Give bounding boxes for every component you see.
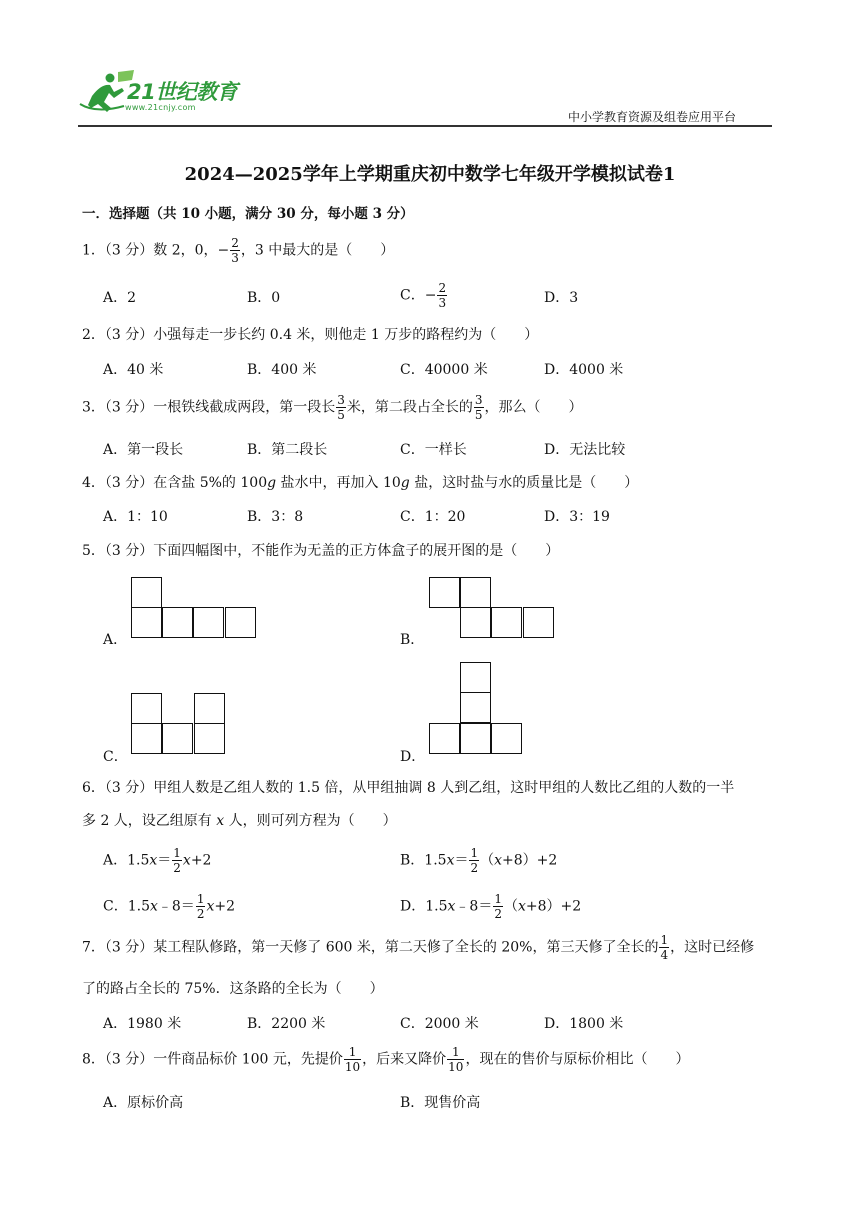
page-title: 2024—2025学年上学期重庆初中数学七年级开学模拟试卷1 <box>184 164 676 185</box>
option-d[interactable]: D．4000 米 <box>544 362 624 378</box>
question-3-text-c: ，那么（ ） <box>484 399 583 416</box>
option-d[interactable]: D．无法比较 <box>544 442 626 458</box>
option-c[interactable]: C．一样长 <box>400 442 467 458</box>
net-square <box>225 607 256 638</box>
option-a[interactable]: A．原标价高 <box>103 1095 184 1111</box>
platform-label: 中小学教育资源及组卷应用平台 <box>567 110 736 124</box>
net-square <box>460 607 491 638</box>
question-8-text-b: ，后来又降价 <box>362 1051 447 1068</box>
option-a[interactable]: A．1980 米 <box>103 1016 182 1032</box>
option-c[interactable]: C．2000 米 <box>400 1016 479 1032</box>
option-b[interactable]: B．400 米 <box>247 362 317 378</box>
section-heading: 一．选择题（共 10 小题，满分 30 分，每小题 3 分） <box>82 206 414 222</box>
fraction: $\frac{3}{5}$ <box>337 393 345 422</box>
net-square <box>429 577 460 608</box>
option-b[interactable]: B．2200 米 <box>247 1016 326 1032</box>
net-square <box>131 693 162 724</box>
fraction: $\frac{1}{2}$ <box>470 846 479 875</box>
fraction: $\frac{2}{3}$ <box>231 236 239 265</box>
question-7-line-1 <box>82 934 754 961</box>
question-1-text-a: 1．（3 分）数 2，0，− <box>82 242 230 259</box>
fraction: $\frac{2}{3}$ <box>438 281 447 310</box>
fraction: $\frac{1}{2}$ <box>196 892 205 921</box>
question-6-text-a: 多 2 人，设乙组原有 <box>82 813 217 829</box>
option-a[interactable]: A．2 <box>103 290 137 306</box>
fraction: $\frac{1}{2}$ <box>173 846 181 875</box>
question-4-text-a: 4．（3 分）在含盐 5%的 100 <box>82 475 268 491</box>
brand-name: 21世纪教育 <box>127 80 238 104</box>
option-c[interactable]: C． <box>103 749 128 765</box>
net-square <box>491 723 522 754</box>
question-8-stem <box>82 1046 689 1073</box>
option-d[interactable]: D．3：19 <box>544 509 610 525</box>
question-4-text-c: 盐，这时盐与水的质量比是（ ） <box>409 475 639 491</box>
net-square <box>162 723 193 754</box>
unit-g: g <box>400 475 410 491</box>
fraction: $\frac{1}{10}$ <box>344 1045 361 1074</box>
unit-g: g <box>267 475 277 491</box>
option-b[interactable]: B． <box>400 632 425 648</box>
net-square <box>131 723 162 754</box>
option-c[interactable]: C．40000 米 <box>400 362 488 378</box>
question-1-text-b: ，3 中最大的是（ ） <box>240 242 395 259</box>
question-7-text-a: 7．（3 分）某工程队修路，第一天修了 600 米，第二天修了全长的 20%，第三天修了全长的 <box>82 939 659 956</box>
option-b[interactable]: B．第二段长 <box>247 442 328 458</box>
option-a[interactable]: A．1：10 <box>103 509 168 525</box>
net-square <box>491 607 522 638</box>
net-square <box>131 607 162 638</box>
question-3-text-a: 3．（3 分）一根铁线截成两段，第一段长 <box>82 399 336 416</box>
net-square <box>460 577 491 608</box>
option-c[interactable] <box>400 282 448 309</box>
net-square <box>460 723 491 754</box>
question-7-text-b: ，这时已经修 <box>670 939 755 956</box>
question-8-text-c: ，现在的售价与原标价相比（ ） <box>465 1051 690 1068</box>
question-2-stem: 2．（3 分）小强每走一步长约 0.4 米，则他走 1 万步的路程约为（ ） <box>82 327 539 343</box>
option-b[interactable]: B．3：8 <box>247 509 304 525</box>
net-square <box>429 723 460 754</box>
question-4-stem <box>82 472 638 492</box>
option-d[interactable]: D． <box>400 749 426 765</box>
net-square <box>162 607 193 638</box>
net-square <box>193 607 224 638</box>
option-b[interactable]: B．0 <box>247 290 281 306</box>
question-6-line-2 <box>82 810 397 830</box>
net-square <box>194 693 225 724</box>
fraction: $\frac{1}{10}$ <box>448 1045 464 1074</box>
option-c[interactable]: C．1：20 <box>400 509 466 525</box>
option-b[interactable]: B．1.5x＝ $\frac{1}{2}$ （x+8）+2 <box>400 846 558 875</box>
net-square <box>460 662 491 693</box>
question-5-stem: 5．（3 分）下面四幅图中，不能作为无盖的正方体盒子的展开图的是（ ） <box>82 543 560 559</box>
option-a[interactable]: A．第一段长 <box>103 442 184 458</box>
option-a[interactable]: A． <box>103 632 128 648</box>
option-d[interactable]: D．1.5x﹣8＝ $\frac{1}{2}$ （x+8）+2 <box>400 892 582 921</box>
option-d[interactable]: D．3 <box>544 290 579 306</box>
net-square <box>523 607 554 638</box>
net-square <box>194 723 225 754</box>
option-a[interactable]: A．1.5x＝ $\frac{1}{2}$ x+2 <box>103 846 212 875</box>
fraction: $\frac{1}{2}$ <box>494 892 502 921</box>
question-6-line-1: 6．（3 分）甲组人数是乙组人数的 1.5 倍，从甲组抽调 8 人到乙组，这时甲组的人数比乙组的人数的一半 <box>82 780 735 796</box>
fraction: $\frac{3}{5}$ <box>474 393 483 422</box>
question-3-text-b: 米，第二段占全长的 <box>346 399 473 416</box>
header-divider <box>78 125 772 127</box>
brand-url: www.21cnjy.com <box>125 103 196 112</box>
option-d[interactable]: D．1800 米 <box>544 1016 624 1032</box>
net-square <box>131 577 162 608</box>
net-square <box>460 692 491 723</box>
question-6-text-b: 人，则可列方程为（ ） <box>224 813 397 829</box>
question-1-stem <box>82 237 394 264</box>
variable-x: x <box>216 813 225 829</box>
question-4-text-b: 盐水中，再加入 10 <box>276 475 401 491</box>
option-b[interactable]: B．现售价高 <box>400 1095 481 1111</box>
option-a[interactable]: A．40 米 <box>103 362 164 378</box>
option-c-label: C．− <box>400 287 437 304</box>
question-3-stem <box>82 394 583 421</box>
question-8-text-a: 8．（3 分）一件商品标价 100 元，先提价 <box>82 1051 343 1068</box>
fraction: $\frac{1}{4}$ <box>660 933 669 962</box>
question-7-line-2: 了的路占全长的 75%．这条路的全长为（ ） <box>82 981 384 997</box>
option-c[interactable]: C．1.5x﹣8＝ $\frac{1}{2}$ x+2 <box>103 892 235 921</box>
